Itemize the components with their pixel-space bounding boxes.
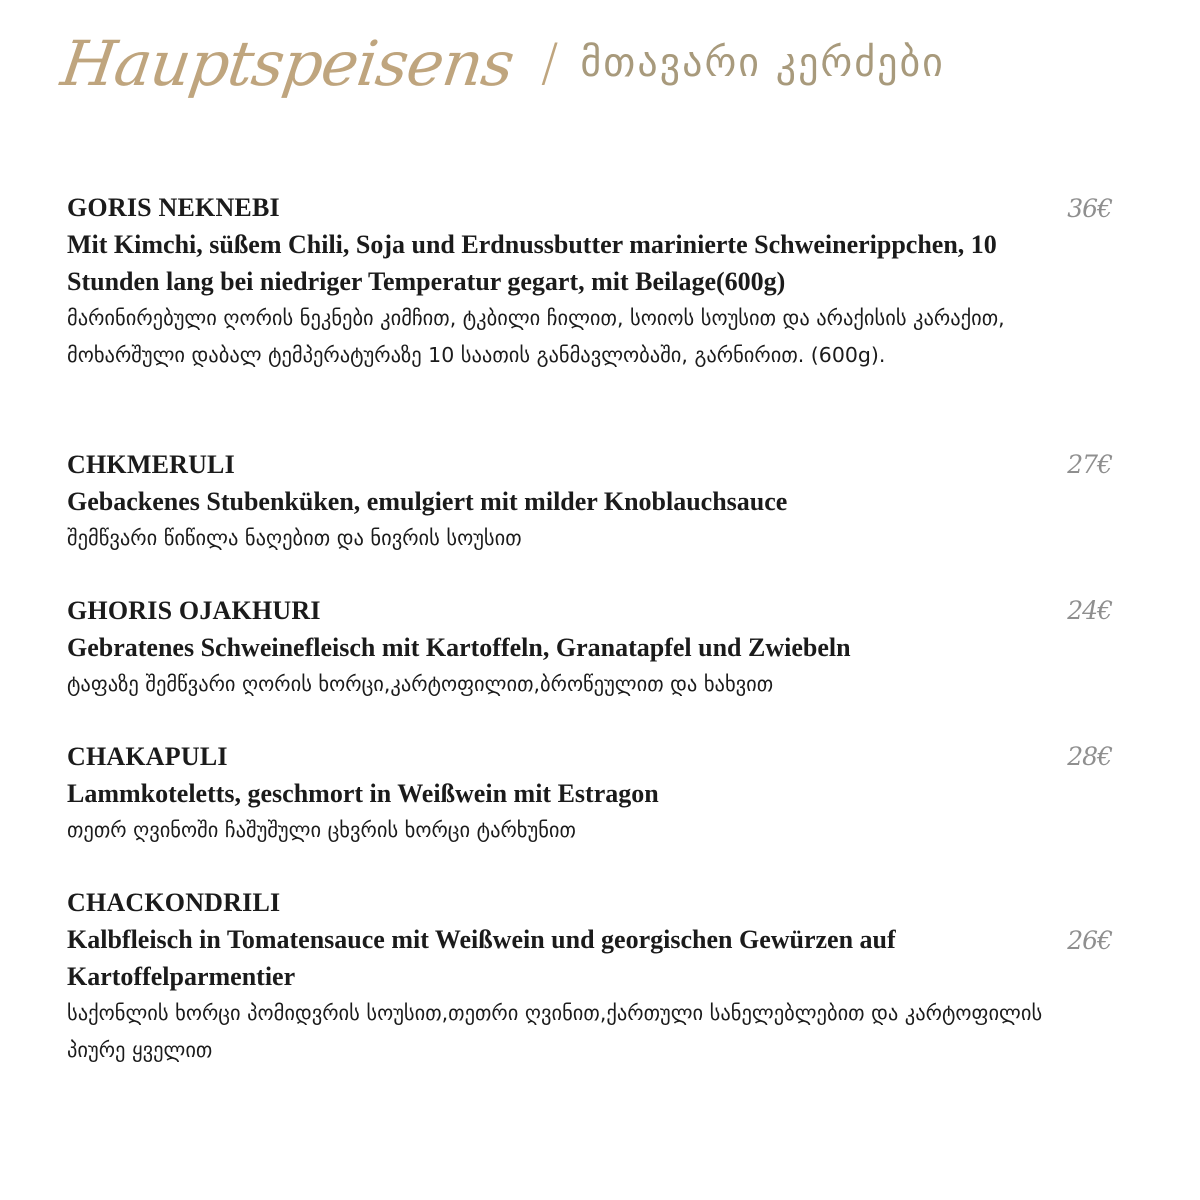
dish-description-georgian: ტაფაზე შემწვარი ღორის ხორცი,კარტოფილით,ბროწეულით და ხახვით	[67, 672, 774, 696]
dish-price: 28€	[1067, 742, 1112, 771]
dish-description-german: Mit Kimchi, süßem Chili, Soja und Erdnussbutter marinierte Schweinerippchen, 10 Stunden lang bei niedriger Temperatur gegart, mit Beilage(600g)	[67, 230, 997, 296]
dish-name: CHKMERULI	[67, 450, 235, 479]
dish-price: 26€	[1067, 926, 1112, 955]
dish-description-german: Gebratenes Schweinefleisch mit Kartoffeln, Granatapfel und Zwiebeln	[67, 633, 851, 662]
dish-name: CHAKAPULI	[67, 742, 228, 771]
menu-item	[67, 885, 1127, 1069]
dish-name: CHACKONDRILI	[67, 888, 281, 917]
menu-item	[67, 593, 1127, 703]
dish-description-georgian: თეთრ ღვინოში ჩაშუშული ცხვრის ხორცი ტარხუნით	[67, 818, 576, 842]
menu-item	[67, 447, 1127, 557]
dish-description-georgian: საქონლის ხორცი პომიდვრის სოუსით,თეთრი ღვინით,ქართული სანელებლებით და კარტოფილის პიურე ყველით	[67, 1001, 1043, 1062]
title-separator: /	[540, 33, 559, 93]
dish-name: GORIS NEKNEBI	[67, 193, 280, 222]
dish-price: 36€	[1067, 194, 1112, 223]
dish-description-german: Kalbfleisch in Tomatensauce mit Weißwein und georgischen Gewürzen auf Kartoffelparmentier	[67, 925, 896, 991]
dish-description-german: Lammkoteletts, geschmort in Weißwein mit Estragon	[67, 779, 659, 808]
title-georgian: მთავარი კერძები	[580, 40, 945, 86]
dish-description-german: Gebackenes Stubenküken, emulgiert mit milder Knoblauchsauce	[67, 487, 788, 516]
page-title	[56, 8, 945, 118]
menu-item	[67, 739, 1127, 849]
dish-description-georgian: შემწვარი წიწილა ნაღებით და ნივრის სოუსით	[67, 526, 522, 550]
dish-price: 27€	[1067, 450, 1112, 479]
title-german: Hauptspeisens	[56, 26, 518, 100]
menu-item	[67, 190, 1127, 374]
dish-price: 24€	[1067, 596, 1112, 625]
dish-name: GHORIS OJAKHURI	[67, 596, 321, 625]
dish-description-georgian: მარინირებული ღორის ნეკნები კიმჩით, ტკბილი ჩილით, სოიოს სოუსით და არაქისის კარაქით, მოხარშული დაბალ ტემპერატურაზე 10 საათის განმავლობაში, გარნირით. (600g).	[67, 306, 1005, 367]
